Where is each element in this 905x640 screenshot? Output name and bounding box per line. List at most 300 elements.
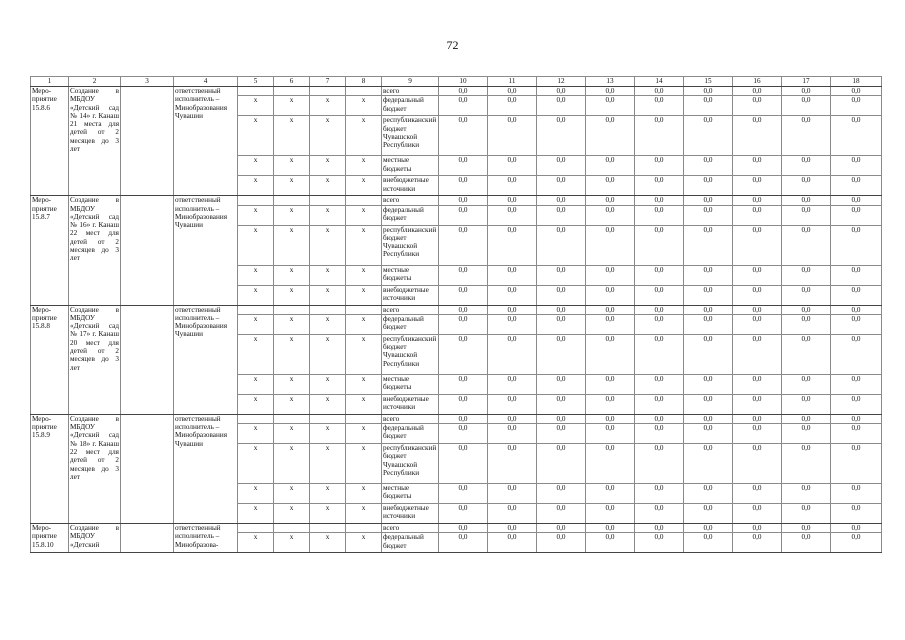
year-value-cell: 0,0 — [586, 205, 635, 225]
year-value-cell: 0,0 — [831, 533, 882, 553]
measure-col3 — [121, 196, 174, 305]
budget-code-cell: x — [346, 504, 382, 524]
year-value-cell: 0,0 — [782, 484, 831, 504]
budget-code-cell — [238, 196, 274, 205]
year-value-cell: 0,0 — [733, 196, 782, 205]
year-value-cell: 0,0 — [439, 285, 488, 305]
column-header: 10 — [439, 77, 488, 87]
budget-code-cell: x — [346, 533, 382, 553]
year-value-cell: 0,0 — [488, 87, 537, 96]
year-value-cell: 0,0 — [635, 96, 684, 116]
funding-source: всего — [382, 87, 439, 96]
funding-source: внебюджетные источники — [382, 285, 439, 305]
year-value-cell: 0,0 — [684, 196, 733, 205]
budget-code-cell — [346, 305, 382, 314]
column-header: 11 — [488, 77, 537, 87]
budget-code-cell: x — [274, 176, 310, 196]
year-value-cell: 0,0 — [684, 176, 733, 196]
budget-code-cell: x — [274, 504, 310, 524]
year-value-cell: 0,0 — [831, 305, 882, 314]
budget-code-cell: x — [346, 156, 382, 176]
table-row — [31, 305, 882, 314]
budget-code-cell: x — [274, 484, 310, 504]
year-value-cell: 0,0 — [537, 156, 586, 176]
budget-code-cell: x — [310, 265, 346, 285]
budget-code-cell: x — [310, 424, 346, 444]
year-value-cell: 0,0 — [586, 176, 635, 196]
budget-code-cell: x — [310, 156, 346, 176]
year-value-cell: 0,0 — [782, 265, 831, 285]
column-header: 15 — [684, 77, 733, 87]
year-value-cell: 0,0 — [733, 334, 782, 374]
year-value-cell: 0,0 — [782, 176, 831, 196]
year-value-cell: 0,0 — [439, 444, 488, 484]
budget-code-cell: x — [274, 116, 310, 156]
budget-code-cell: x — [238, 225, 274, 265]
year-value-cell: 0,0 — [782, 394, 831, 414]
year-value-cell: 0,0 — [488, 116, 537, 156]
funding-source: местные бюджеты — [382, 265, 439, 285]
budget-code-cell — [274, 524, 310, 533]
measure-number: Меро- приятие 15.8.10 — [31, 524, 69, 553]
column-header: 16 — [733, 77, 782, 87]
budget-code-cell: x — [238, 334, 274, 374]
year-value-cell: 0,0 — [684, 285, 733, 305]
year-value-cell: 0,0 — [586, 305, 635, 314]
year-value-cell: 0,0 — [488, 176, 537, 196]
measure-description: Создание в МБДОУ «Детский — [69, 524, 121, 553]
year-value-cell: 0,0 — [537, 314, 586, 334]
year-value-cell: 0,0 — [782, 334, 831, 374]
year-value-cell: 0,0 — [635, 196, 684, 205]
year-value-cell: 0,0 — [733, 96, 782, 116]
year-value-cell: 0,0 — [831, 87, 882, 96]
year-value-cell: 0,0 — [488, 196, 537, 205]
year-value-cell: 0,0 — [586, 484, 635, 504]
year-value-cell: 0,0 — [635, 156, 684, 176]
column-header: 5 — [238, 77, 274, 87]
budget-code-cell: x — [346, 225, 382, 265]
year-value-cell: 0,0 — [586, 394, 635, 414]
year-value-cell: 0,0 — [537, 205, 586, 225]
year-value-cell: 0,0 — [733, 314, 782, 334]
year-value-cell: 0,0 — [733, 285, 782, 305]
column-header: 2 — [69, 77, 121, 87]
column-header: 13 — [586, 77, 635, 87]
year-value-cell: 0,0 — [831, 374, 882, 394]
budget-code-cell: x — [274, 424, 310, 444]
year-value-cell: 0,0 — [684, 394, 733, 414]
year-value-cell: 0,0 — [831, 504, 882, 524]
year-value-cell: 0,0 — [488, 305, 537, 314]
year-value-cell: 0,0 — [488, 444, 537, 484]
year-value-cell: 0,0 — [488, 156, 537, 176]
year-value-cell: 0,0 — [733, 176, 782, 196]
budget-code-cell — [310, 196, 346, 205]
budget-code-cell — [346, 196, 382, 205]
year-value-cell: 0,0 — [733, 225, 782, 265]
year-value-cell: 0,0 — [831, 394, 882, 414]
budget-code-cell: x — [238, 285, 274, 305]
year-value-cell: 0,0 — [782, 205, 831, 225]
budget-code-cell: x — [346, 424, 382, 444]
budget-code-cell: x — [274, 156, 310, 176]
budget-code-cell: x — [346, 394, 382, 414]
year-value-cell: 0,0 — [537, 524, 586, 533]
measure-description: Создание в МБДОУ «Детский сад № 18» г. Канаш 22 мест для детей от 2 месяцев до 3 лет — [69, 414, 121, 523]
year-value-cell: 0,0 — [537, 394, 586, 414]
year-value-cell: 0,0 — [733, 524, 782, 533]
budget-code-cell — [238, 305, 274, 314]
column-header: 3 — [121, 77, 174, 87]
budget-code-cell: x — [274, 533, 310, 553]
year-value-cell: 0,0 — [586, 96, 635, 116]
funding-table — [30, 76, 882, 553]
year-value-cell: 0,0 — [439, 87, 488, 96]
year-value-cell: 0,0 — [782, 414, 831, 423]
year-value-cell: 0,0 — [537, 285, 586, 305]
column-header: 1 — [31, 77, 69, 87]
year-value-cell: 0,0 — [635, 305, 684, 314]
funding-source: республиканский бюджет Чувашской Республики — [382, 225, 439, 265]
year-value-cell: 0,0 — [586, 87, 635, 96]
year-value-cell: 0,0 — [586, 265, 635, 285]
funding-source: всего — [382, 196, 439, 205]
year-value-cell: 0,0 — [782, 444, 831, 484]
year-value-cell: 0,0 — [831, 484, 882, 504]
year-value-cell: 0,0 — [733, 533, 782, 553]
budget-code-cell: x — [274, 334, 310, 374]
year-value-cell: 0,0 — [635, 87, 684, 96]
year-value-cell: 0,0 — [635, 394, 684, 414]
measure-number: Меро- приятие 15.8.6 — [31, 87, 69, 196]
funding-source: местные бюджеты — [382, 484, 439, 504]
budget-code-cell — [274, 414, 310, 423]
year-value-cell: 0,0 — [831, 225, 882, 265]
year-value-cell: 0,0 — [586, 414, 635, 423]
year-value-cell: 0,0 — [439, 414, 488, 423]
year-value-cell: 0,0 — [439, 225, 488, 265]
year-value-cell: 0,0 — [733, 444, 782, 484]
column-header: 4 — [174, 77, 238, 87]
year-value-cell: 0,0 — [635, 374, 684, 394]
budget-code-cell: x — [310, 394, 346, 414]
year-value-cell: 0,0 — [439, 314, 488, 334]
year-value-cell: 0,0 — [733, 87, 782, 96]
year-value-cell: 0,0 — [635, 414, 684, 423]
year-value-cell: 0,0 — [831, 414, 882, 423]
budget-code-cell — [238, 414, 274, 423]
page-number: 72 — [446, 38, 459, 52]
year-value-cell: 0,0 — [782, 96, 831, 116]
funding-source: республиканский бюджет Чувашской Республики — [382, 334, 439, 374]
table-row — [31, 414, 882, 423]
year-value-cell: 0,0 — [488, 524, 537, 533]
year-value-cell: 0,0 — [439, 305, 488, 314]
year-value-cell: 0,0 — [782, 504, 831, 524]
year-value-cell: 0,0 — [733, 504, 782, 524]
budget-code-cell: x — [238, 176, 274, 196]
year-value-cell: 0,0 — [782, 305, 831, 314]
budget-code-cell: x — [274, 205, 310, 225]
year-value-cell: 0,0 — [684, 305, 733, 314]
funding-source: местные бюджеты — [382, 156, 439, 176]
column-header: 6 — [274, 77, 310, 87]
budget-code-cell: x — [274, 394, 310, 414]
year-value-cell: 0,0 — [782, 524, 831, 533]
budget-code-cell — [310, 414, 346, 423]
funding-source: всего — [382, 305, 439, 314]
year-value-cell: 0,0 — [684, 533, 733, 553]
year-value-cell: 0,0 — [488, 374, 537, 394]
year-value-cell: 0,0 — [831, 176, 882, 196]
budget-code-cell: x — [274, 314, 310, 334]
budget-code-cell: x — [238, 394, 274, 414]
year-value-cell: 0,0 — [537, 444, 586, 484]
funding-source: федеральный бюджет — [382, 205, 439, 225]
budget-code-cell: x — [310, 444, 346, 484]
column-header: 18 — [831, 77, 882, 87]
budget-code-cell: x — [346, 116, 382, 156]
table-row — [31, 196, 882, 205]
year-value-cell: 0,0 — [684, 116, 733, 156]
year-value-cell: 0,0 — [439, 96, 488, 116]
budget-code-cell — [238, 524, 274, 533]
measure-col3 — [121, 305, 174, 414]
budget-code-cell — [310, 305, 346, 314]
year-value-cell: 0,0 — [733, 394, 782, 414]
funding-source: внебюджетные источники — [382, 394, 439, 414]
budget-code-cell: x — [274, 374, 310, 394]
year-value-cell: 0,0 — [586, 314, 635, 334]
year-value-cell: 0,0 — [439, 265, 488, 285]
budget-code-cell: x — [346, 205, 382, 225]
year-value-cell: 0,0 — [439, 196, 488, 205]
year-value-cell: 0,0 — [831, 116, 882, 156]
year-value-cell: 0,0 — [488, 314, 537, 334]
year-value-cell: 0,0 — [537, 414, 586, 423]
year-value-cell: 0,0 — [586, 196, 635, 205]
measure-number: Меро- приятие 15.8.9 — [31, 414, 69, 523]
year-value-cell: 0,0 — [733, 205, 782, 225]
year-value-cell: 0,0 — [733, 374, 782, 394]
year-value-cell: 0,0 — [733, 484, 782, 504]
budget-code-cell: x — [310, 116, 346, 156]
year-value-cell: 0,0 — [488, 424, 537, 444]
year-value-cell: 0,0 — [586, 444, 635, 484]
budget-code-cell: x — [238, 533, 274, 553]
budget-code-cell: x — [238, 504, 274, 524]
funding-source: федеральный бюджет — [382, 533, 439, 553]
year-value-cell: 0,0 — [782, 116, 831, 156]
year-value-cell: 0,0 — [684, 374, 733, 394]
year-value-cell: 0,0 — [488, 225, 537, 265]
measure-responsible: ответственный исполнитель – Минобразования Чувашии — [174, 414, 238, 523]
funding-source: внебюджетные источники — [382, 176, 439, 196]
year-value-cell: 0,0 — [439, 205, 488, 225]
year-value-cell: 0,0 — [439, 533, 488, 553]
year-value-cell: 0,0 — [537, 533, 586, 553]
funding-source: федеральный бюджет — [382, 314, 439, 334]
budget-code-cell: x — [346, 374, 382, 394]
year-value-cell: 0,0 — [537, 87, 586, 96]
year-value-cell: 0,0 — [586, 533, 635, 553]
year-value-cell: 0,0 — [537, 116, 586, 156]
year-value-cell: 0,0 — [586, 504, 635, 524]
year-value-cell: 0,0 — [733, 424, 782, 444]
year-value-cell: 0,0 — [684, 225, 733, 265]
year-value-cell: 0,0 — [635, 484, 684, 504]
column-header: 7 — [310, 77, 346, 87]
budget-code-cell: x — [346, 444, 382, 484]
year-value-cell: 0,0 — [831, 196, 882, 205]
year-value-cell: 0,0 — [684, 424, 733, 444]
budget-code-cell: x — [274, 285, 310, 305]
year-value-cell: 0,0 — [537, 305, 586, 314]
year-value-cell: 0,0 — [782, 285, 831, 305]
year-value-cell: 0,0 — [733, 156, 782, 176]
budget-code-cell: x — [238, 156, 274, 176]
year-value-cell: 0,0 — [831, 96, 882, 116]
year-value-cell: 0,0 — [586, 334, 635, 374]
year-value-cell: 0,0 — [733, 265, 782, 285]
year-value-cell: 0,0 — [439, 116, 488, 156]
year-value-cell: 0,0 — [537, 504, 586, 524]
year-value-cell: 0,0 — [439, 156, 488, 176]
budget-code-cell: x — [310, 334, 346, 374]
year-value-cell: 0,0 — [635, 444, 684, 484]
budget-code-cell: x — [310, 205, 346, 225]
column-header: 9 — [382, 77, 439, 87]
funding-source: всего — [382, 524, 439, 533]
year-value-cell: 0,0 — [537, 96, 586, 116]
year-value-cell: 0,0 — [684, 265, 733, 285]
budget-code-cell: x — [238, 444, 274, 484]
year-value-cell: 0,0 — [586, 524, 635, 533]
year-value-cell: 0,0 — [635, 533, 684, 553]
year-value-cell: 0,0 — [684, 96, 733, 116]
budget-code-cell: x — [274, 265, 310, 285]
funding-source: местные бюджеты — [382, 374, 439, 394]
budget-code-cell: x — [238, 374, 274, 394]
year-value-cell: 0,0 — [831, 285, 882, 305]
budget-code-cell: x — [310, 484, 346, 504]
funding-source: республиканский бюджет Чувашской Республики — [382, 444, 439, 484]
year-value-cell: 0,0 — [537, 196, 586, 205]
year-value-cell: 0,0 — [831, 444, 882, 484]
year-value-cell: 0,0 — [733, 116, 782, 156]
year-value-cell: 0,0 — [635, 116, 684, 156]
budget-code-cell: x — [238, 205, 274, 225]
budget-code-cell: x — [238, 424, 274, 444]
year-value-cell: 0,0 — [635, 314, 684, 334]
funding-source: всего — [382, 414, 439, 423]
year-value-cell: 0,0 — [782, 156, 831, 176]
column-header: 14 — [635, 77, 684, 87]
year-value-cell: 0,0 — [684, 524, 733, 533]
measure-description: Создание в МБДОУ «Детский сад № 14» г. Канаш 21 места для детей от 2 месяцев до 3 лет — [69, 87, 121, 196]
year-value-cell: 0,0 — [537, 265, 586, 285]
measure-responsible: ответственный исполнитель – Минобразования Чувашии — [174, 305, 238, 414]
table-row — [31, 87, 882, 96]
measure-col3 — [121, 414, 174, 523]
year-value-cell: 0,0 — [831, 334, 882, 374]
year-value-cell: 0,0 — [684, 484, 733, 504]
column-header: 8 — [346, 77, 382, 87]
budget-code-cell — [274, 305, 310, 314]
year-value-cell: 0,0 — [635, 225, 684, 265]
budget-code-cell — [346, 524, 382, 533]
year-value-cell: 0,0 — [586, 424, 635, 444]
column-header: 17 — [782, 77, 831, 87]
budget-code-cell: x — [310, 533, 346, 553]
budget-code-cell: x — [238, 116, 274, 156]
year-value-cell: 0,0 — [488, 205, 537, 225]
year-value-cell: 0,0 — [831, 265, 882, 285]
year-value-cell: 0,0 — [488, 265, 537, 285]
year-value-cell: 0,0 — [488, 285, 537, 305]
year-value-cell: 0,0 — [635, 205, 684, 225]
year-value-cell: 0,0 — [537, 424, 586, 444]
measure-responsible: ответственный исполнитель – Минобразования Чувашии — [174, 87, 238, 196]
budget-code-cell: x — [238, 484, 274, 504]
year-value-cell: 0,0 — [684, 444, 733, 484]
year-value-cell: 0,0 — [782, 424, 831, 444]
column-header-row — [31, 77, 882, 87]
budget-code-cell: x — [310, 374, 346, 394]
year-value-cell: 0,0 — [733, 414, 782, 423]
funding-source: федеральный бюджет — [382, 424, 439, 444]
budget-code-cell: x — [310, 314, 346, 334]
measure-number: Меро- приятие 15.8.7 — [31, 196, 69, 305]
budget-code-cell: x — [310, 176, 346, 196]
budget-code-cell: x — [346, 265, 382, 285]
year-value-cell: 0,0 — [635, 504, 684, 524]
budget-code-cell: x — [310, 96, 346, 116]
year-value-cell: 0,0 — [782, 196, 831, 205]
year-value-cell: 0,0 — [439, 334, 488, 374]
year-value-cell: 0,0 — [439, 504, 488, 524]
budget-code-cell — [238, 87, 274, 96]
year-value-cell: 0,0 — [439, 484, 488, 504]
year-value-cell: 0,0 — [537, 484, 586, 504]
year-value-cell: 0,0 — [439, 394, 488, 414]
year-value-cell: 0,0 — [684, 334, 733, 374]
measure-description: Создание в МБДОУ «Детский сад № 16» г. Канаш 22 мест для детей от 2 месяцев до 3 лет — [69, 196, 121, 305]
year-value-cell: 0,0 — [488, 504, 537, 524]
year-value-cell: 0,0 — [537, 334, 586, 374]
year-value-cell: 0,0 — [488, 394, 537, 414]
year-value-cell: 0,0 — [635, 176, 684, 196]
measure-col3 — [121, 524, 174, 553]
year-value-cell: 0,0 — [831, 424, 882, 444]
year-value-cell: 0,0 — [782, 87, 831, 96]
year-value-cell: 0,0 — [831, 205, 882, 225]
budget-code-cell: x — [346, 96, 382, 116]
funding-source: внебюджетные источники — [382, 504, 439, 524]
year-value-cell: 0,0 — [635, 424, 684, 444]
year-value-cell: 0,0 — [684, 205, 733, 225]
budget-code-cell — [346, 87, 382, 96]
year-value-cell: 0,0 — [439, 424, 488, 444]
year-value-cell: 0,0 — [635, 524, 684, 533]
budget-code-cell: x — [238, 265, 274, 285]
funding-source: республиканский бюджет Чувашской Республики — [382, 116, 439, 156]
year-value-cell: 0,0 — [586, 374, 635, 394]
year-value-cell: 0,0 — [537, 176, 586, 196]
year-value-cell: 0,0 — [586, 156, 635, 176]
budget-code-cell: x — [274, 444, 310, 484]
